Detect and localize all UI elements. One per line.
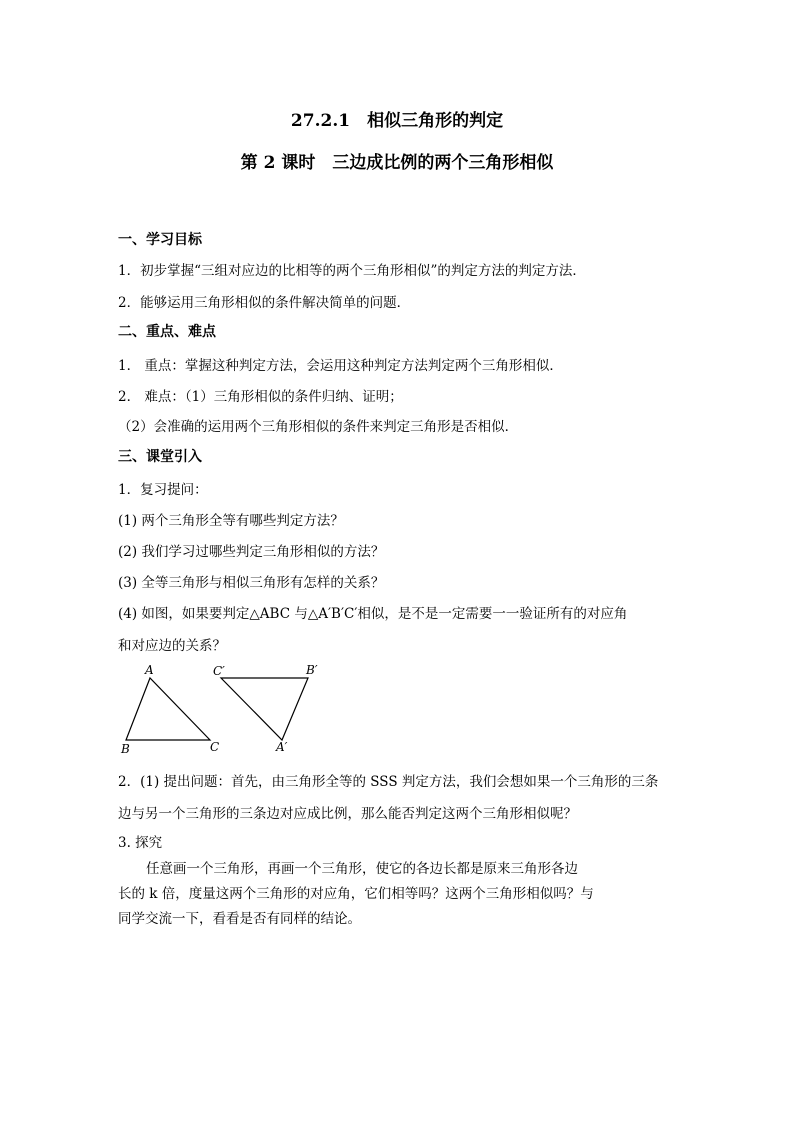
document-title: 27.2.1 相似三角形的判定 bbox=[290, 111, 504, 131]
problem-2-line-1: 2．(1) 提出问题：首先，由三角形全等的 SSS 判定方法，我们会想如果一个三角形的三条 bbox=[118, 774, 659, 790]
key-point-item-1: 1． 重点：掌握这种判定方法，会运用这种判定方法判定两个三角形相似． bbox=[118, 358, 563, 374]
triangle-a-prime-b-prime-c-prime bbox=[221, 678, 308, 740]
section-heading-objectives: 一、学习目标 bbox=[118, 232, 202, 248]
section-heading-introduction: 三、课堂引入 bbox=[118, 449, 202, 465]
label-vertex-b-prime: B′ bbox=[306, 663, 318, 677]
review-question-label: 1．复习提问： bbox=[118, 482, 208, 498]
key-point-item-3: （2）会准确的运用两个三角形相似的条件来判定三角形是否相似． bbox=[118, 419, 519, 435]
label-vertex-a-prime: A′ bbox=[276, 740, 288, 754]
triangles-figure bbox=[112, 658, 332, 760]
explore-paragraph-line-2: 长的 k 倍，度量这两个三角形的对应角，它们相等吗？这两个三角形相似吗？与 bbox=[118, 886, 594, 902]
review-question-1: (1) 两个三角形全等有哪些判定方法？ bbox=[118, 513, 344, 529]
objective-item-2: 2．能够运用三角形相似的条件解决简单的问题． bbox=[118, 295, 411, 311]
label-vertex-c-prime: C′ bbox=[213, 664, 225, 678]
review-question-4-line-1: (4) 如图，如果要判定△ABC 与△A′B′C′相似，是不是一定需要一一验证所有的对应角 bbox=[118, 606, 628, 622]
objective-item-1: 1．初步掌握“三组对应边的比相等的两个三角形相似”的判定方法的判定方法． bbox=[118, 263, 586, 279]
document-subtitle: 第 2 课时 三边成比例的两个三角形相似 bbox=[240, 153, 554, 173]
problem-2-line-2: 边与另一个三角形的三条边对应成比例，那么能否判定这两个三角形相似呢？ bbox=[118, 806, 577, 822]
review-question-2: (2) 我们学习过哪些判定三角形相似的方法？ bbox=[118, 544, 385, 560]
label-vertex-b: B bbox=[121, 742, 130, 756]
review-question-3: (3) 全等三角形与相似三角形有怎样的关系？ bbox=[118, 575, 385, 591]
review-question-4-line-2: 和对应边的关系？ bbox=[118, 638, 226, 654]
explore-label: 3. 探究 bbox=[118, 835, 163, 851]
label-vertex-a: A bbox=[145, 663, 154, 677]
explore-paragraph-line-1: 任意画一个三角形，再画一个三角形，使它的各边长都是原来三角形各边 bbox=[146, 861, 578, 877]
explore-paragraph-line-3: 同学交流一下，看看是否有同样的结论。 bbox=[118, 911, 361, 927]
key-point-item-2: 2． 难点：（1）三角形相似的条件归纳、证明； bbox=[118, 389, 403, 405]
section-heading-key-points: 二、重点、难点 bbox=[118, 324, 216, 340]
triangle-abc bbox=[126, 678, 210, 740]
label-vertex-c: C bbox=[210, 740, 220, 754]
